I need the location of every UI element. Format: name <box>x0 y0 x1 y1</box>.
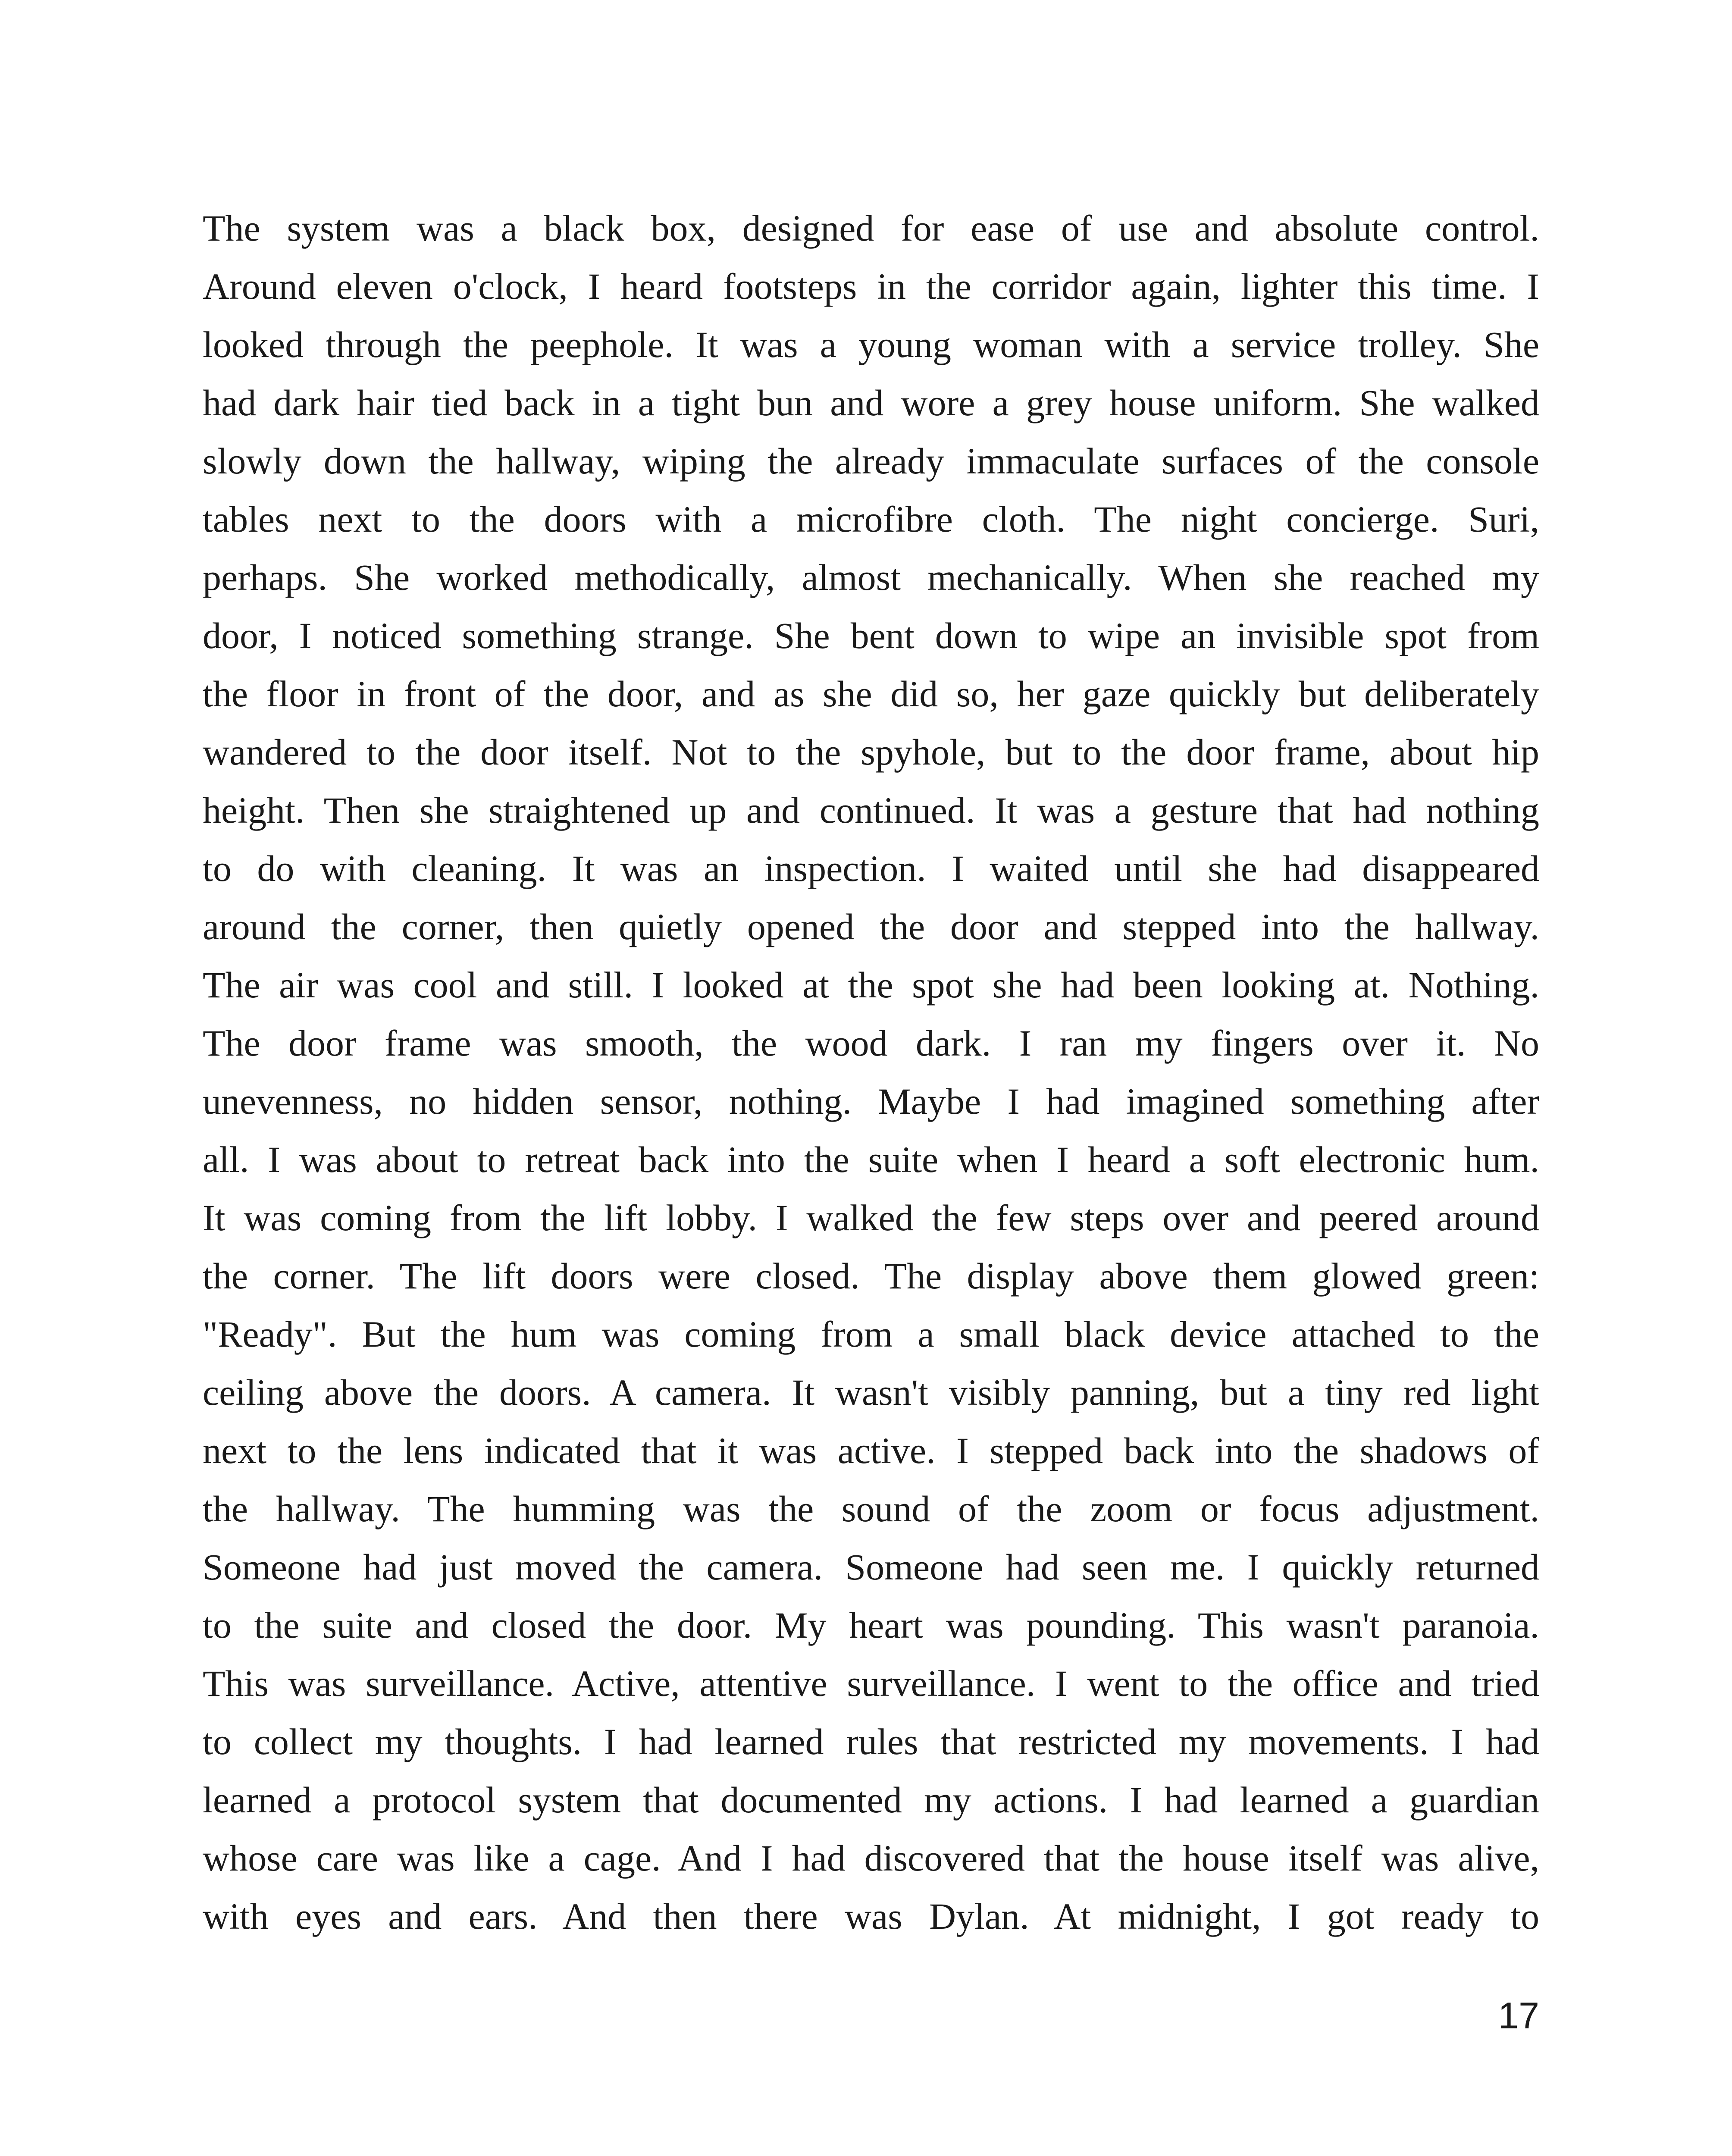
text-line: door, I noticed something strange. She bent down to wipe an invisible spot from <box>203 615 1539 656</box>
text-line: had dark hair tied back in a tight bun and wore a grey house uniform. She walked <box>203 382 1539 423</box>
text-line: the corner. The lift doors were closed. The display above them glowed green: <box>203 1255 1539 1297</box>
text-line: the floor in front of the door, and as she did so, her gaze quickly but deliberately <box>203 673 1539 714</box>
body-text <box>203 199 1539 1946</box>
text-line: height. Then she straightened up and continued. It was a gesture that had nothing <box>203 790 1539 831</box>
text-line: the hallway. The humming was the sound of the zoom or focus adjustment. <box>203 1488 1539 1529</box>
text-line: all. I was about to retreat back into the suite when I heard a soft electronic hum. <box>203 1139 1539 1180</box>
text-line: unevenness, no hidden sensor, nothing. Maybe I had imagined something after <box>203 1081 1539 1122</box>
text-line: whose care was like a cage. And I had discovered that the house itself was alive, <box>203 1837 1539 1879</box>
text-line: to do with cleaning. It was an inspection. I waited until she had disappeared <box>203 848 1539 889</box>
text-line: ceiling above the doors. A camera. It wasn't visibly panning, but a tiny red light <box>203 1372 1539 1413</box>
text-line: Around eleven o'clock, I heard footsteps in the corridor again, lighter this time. I <box>203 266 1539 307</box>
text-line: learned a protocol system that documented my actions. I had learned a guardian <box>203 1779 1539 1821</box>
text-line: to collect my thoughts. I had learned rules that restricted my movements. I had <box>203 1721 1539 1762</box>
text-line: This was surveillance. Active, attentive surveillance. I went to the office and tried <box>203 1663 1539 1704</box>
text-line: next to the lens indicated that it was active. I stepped back into the shadows of <box>203 1430 1539 1471</box>
text-line: looked through the peephole. It was a young woman with a service trolley. She <box>203 324 1539 365</box>
text-line: The air was cool and still. I looked at the spot she had been looking at. Nothing. <box>203 964 1539 1006</box>
text-line: with eyes and ears. And then there was Dylan. At midnight, I got ready to <box>203 1896 1539 1937</box>
text-line: tables next to the doors with a microfibre cloth. The night concierge. Suri, <box>203 498 1539 540</box>
text-line: to the suite and closed the door. My heart was pounding. This wasn't paranoia. <box>203 1604 1539 1646</box>
text-line: perhaps. She worked methodically, almost mechanically. When she reached my <box>203 557 1539 598</box>
text-line: It was coming from the lift lobby. I walked the few steps over and peered around <box>203 1197 1539 1238</box>
text-line: wandered to the door itself. Not to the spyhole, but to the door frame, about hip <box>203 731 1539 773</box>
text-line: The system was a black box, designed for ease of use and absolute control. <box>203 207 1539 249</box>
page-number: 17 <box>1498 1995 1539 2037</box>
text-line: Someone had just moved the camera. Someone had seen me. I quickly returned <box>203 1546 1539 1588</box>
text-line: around the corner, then quietly opened the door and stepped into the hallway. <box>203 906 1539 947</box>
text-line: The door frame was smooth, the wood dark. I ran my fingers over it. No <box>203 1022 1539 1064</box>
text-line: "Ready". But the hum was coming from a small black device attached to the <box>203 1313 1539 1355</box>
text-line: slowly down the hallway, wiping the already immaculate surfaces of the console <box>203 440 1539 482</box>
